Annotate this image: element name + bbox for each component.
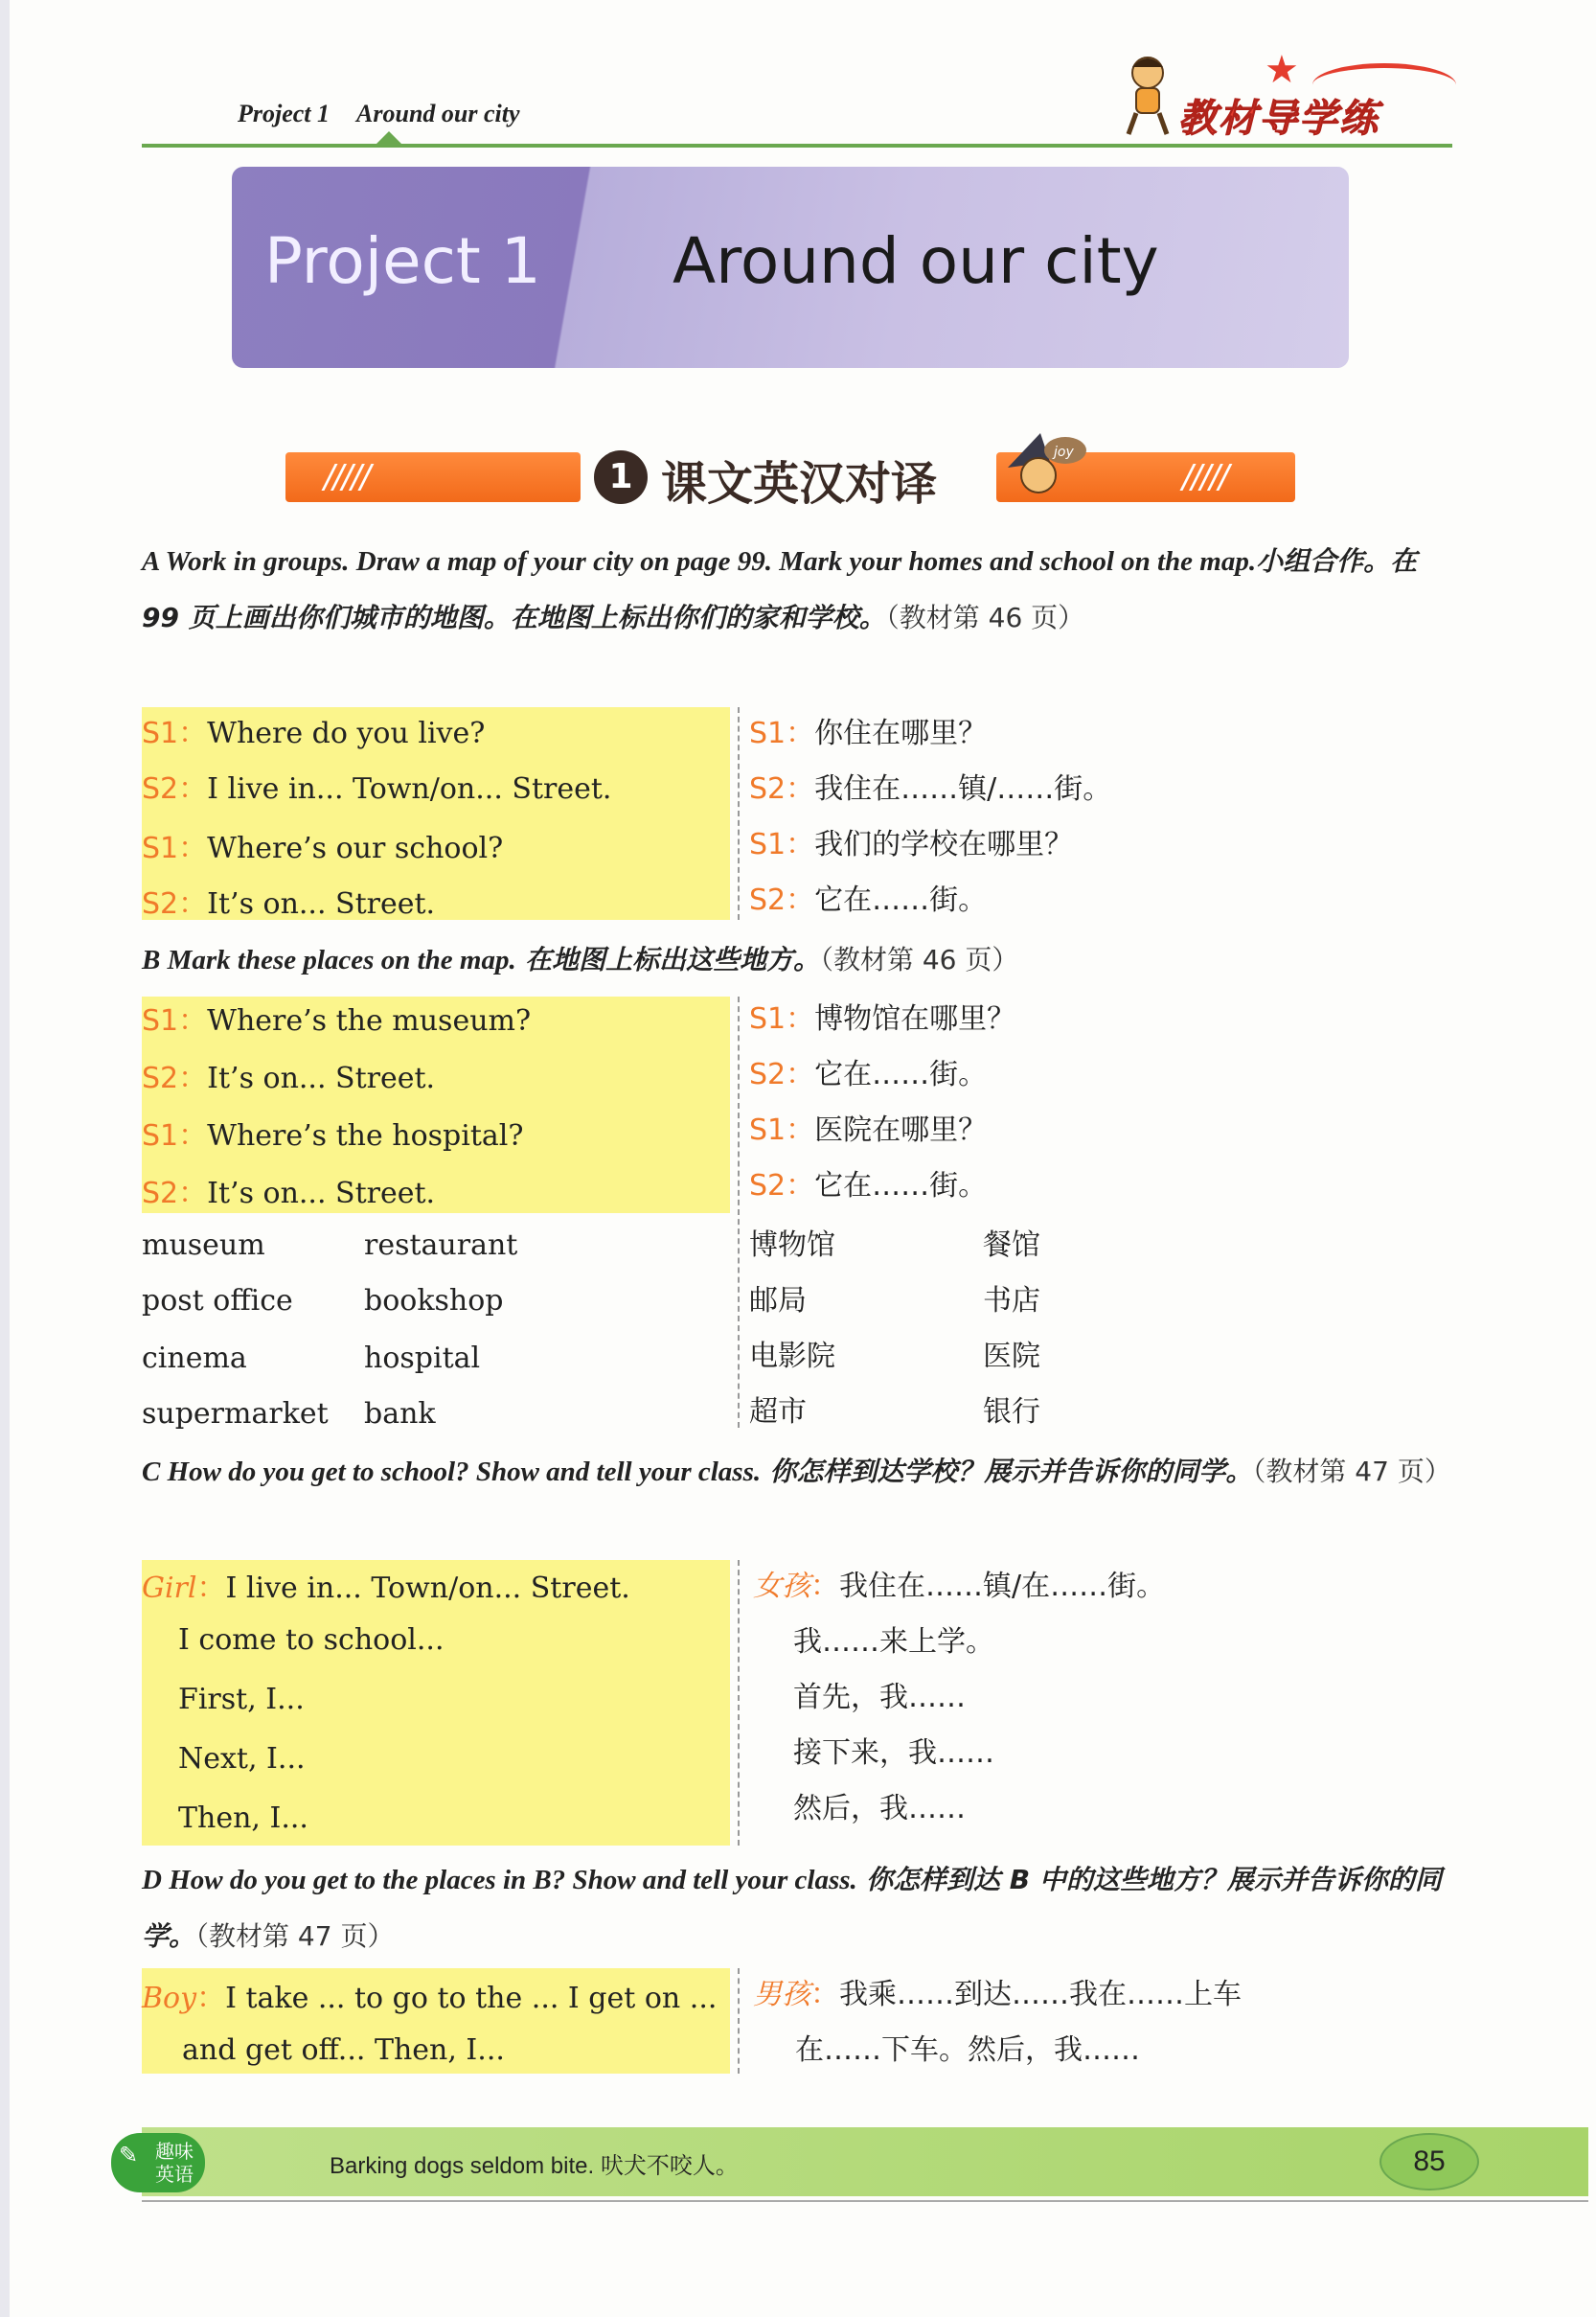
vocab-word: restaurant [364,1228,518,1262]
banner-project: Project 1 [264,224,541,298]
section-title: 课文英汉对译 [661,457,938,511]
vocab-translation: 餐馆 [983,1228,1040,1262]
footer-rule [142,2200,1588,2202]
dialogue-line: S2：It’s on... Street. [142,1177,436,1210]
badge-line2: 英语 [155,2163,194,2186]
part-b-en: B Mark these places on the map. [142,945,516,975]
running-header [238,100,520,128]
dialogue-line: S1：Where’s the hospital? [142,1119,524,1153]
part-d-en: D How do you get to the places in B? Show and tell your class. [142,1865,857,1895]
part-d-instruction [142,1851,1452,1964]
part-b-instruction [142,931,1452,988]
part-a-ref-close: 页） [1022,602,1085,633]
translation-line: S1：我们的学校在哪里？ [749,828,1074,861]
part-d-cn: 你怎样到达 B 中的这些地方？展示并告诉你的同学。 [142,1864,1442,1952]
dialogue-line: Next, I... [178,1742,306,1776]
translation-line: 然后，我…… [793,1792,966,1825]
dialogue-line: S2：It’s on... Street. [142,1062,436,1095]
part-a-en: A Work in groups. Draw a map of your city on page 99. Mark your homes and school on the map. [142,546,1257,577]
dialogue-line: S2：It’s on... Street. [142,887,436,921]
part-c-instruction [142,1443,1452,1500]
part-a-ref-open: （教材第 [885,602,989,633]
vocab-word: museum [142,1228,265,1262]
part-c-divider [738,1560,740,1846]
badge-line1: 趣味 [155,2140,194,2163]
vocab-word: post office [142,1284,293,1318]
translation-line: S1：医院在哪里？ [749,1113,988,1147]
vocab-translation: 银行 [983,1395,1040,1429]
part-c-cn: 你怎样到达学校？展示并告诉你的同学。 [769,1456,1253,1487]
part-d-ref-close: 页） [331,1920,395,1952]
dialogue-line: Boy：I take ... to go to the ... I get on ... [142,1982,718,2015]
project-banner [232,167,1349,368]
banner-title: Around our city [673,224,1159,298]
vocab-translation: 书店 [983,1284,1040,1318]
part-b-ref-open: （教材第 [819,944,923,975]
dialogue-line: S1：Where’s our school? [142,832,504,865]
part-c-ref-close: 页） [1388,1456,1451,1487]
header-project: Project 1 [238,100,331,127]
dialogue-line: Then, I... [178,1801,308,1835]
part-a-cn: 小组合作。在 99 页上画出你们城市的地图。在地图上标出你们的家和学校。 [142,545,1418,633]
part-c-ref-page: 47 [1355,1456,1389,1487]
joy-label: joy [1054,445,1074,460]
dialogue-line: and get off... Then, I... [182,2033,505,2067]
dialogue-line: Girl：I live in... Town/on... Street. [142,1571,630,1605]
section-number: 1 [594,450,648,504]
brand-name: 教材导学练 [1178,97,1379,141]
translation-line: S2：它在……街。 [749,883,988,917]
translation-line: 在……下车。然后，我…… [795,2033,1140,2067]
vocab-word: hospital [364,1342,481,1375]
translation-line: S2：它在……街。 [749,1058,988,1091]
translation-line: S1：博物馆在哪里？ [749,1002,1016,1036]
vocab-word: cinema [142,1342,247,1375]
part-a-ref-page: 46 [988,602,1023,633]
translation-line: 首先，我…… [793,1681,966,1714]
translation-line: S1：你住在哪里？ [749,717,988,750]
dialogue-line: First, I... [178,1683,305,1716]
translation-line: 男孩：我乘……到达……我在……上车 [753,1978,1242,2011]
section-stripes-left: ///// [324,458,370,496]
dialogue-line: S1：Where’s the museum? [142,1004,532,1038]
header-topic: Around our city [356,100,520,127]
part-b-divider [738,997,740,1428]
vocab-translation: 超市 [749,1395,807,1429]
translation-line: S2：我住在……镇/……街。 [749,772,1112,806]
mascot-icon [1119,54,1178,136]
dialogue-line: S2：I live in... Town/on... Street. [142,772,612,806]
vocab-translation: 医院 [983,1340,1040,1373]
vocab-translation: 邮局 [749,1284,807,1318]
translation-line: 我……来上学。 [793,1625,994,1659]
dialogue-line: S1：Where do you live? [142,717,486,750]
vocab-translation: 博物馆 [749,1228,835,1262]
part-a-divider [738,707,740,920]
fun-english-badge [111,2133,205,2192]
part-b-ref-close: 页） [956,944,1019,975]
part-d-divider [738,1968,740,2074]
joy-mascot-icon [1002,429,1086,506]
vocab-word: bank [364,1397,436,1431]
vocab-word: supermarket [142,1397,329,1431]
pencil-icon: ✎ [119,2142,139,2168]
translation-line: S2：它在……街。 [749,1169,988,1203]
translation-line: 女孩：我住在……镇/在……街。 [753,1570,1166,1603]
vocab-word: bookshop [364,1284,504,1318]
section-stripes-right: ///// [1182,458,1228,496]
section-header [285,448,1295,511]
star-icon: ★ [1265,48,1299,92]
part-c-en: C How do you get to school? Show and tell your class. [142,1457,762,1487]
header-notch [376,131,402,145]
part-a-instruction [142,533,1452,646]
dialogue-line: I come to school... [178,1623,445,1657]
part-d-ref-open: （教材第 [195,1920,298,1952]
page-edge [0,0,10,2317]
part-b-cn: 在地图上标出这些地方。 [524,944,820,975]
proverb: Barking dogs seldom bite. 吠犬不咬人。 [330,2153,739,2179]
part-d-ref-page: 47 [297,1920,332,1952]
brand-logo [1111,50,1456,146]
part-b-ref-page: 46 [922,944,957,975]
page-number: 85 [1379,2133,1479,2191]
translation-line: 接下来，我…… [793,1736,994,1770]
part-c-ref-open: （教材第 [1252,1456,1356,1487]
vocab-translation: 电影院 [749,1340,835,1373]
